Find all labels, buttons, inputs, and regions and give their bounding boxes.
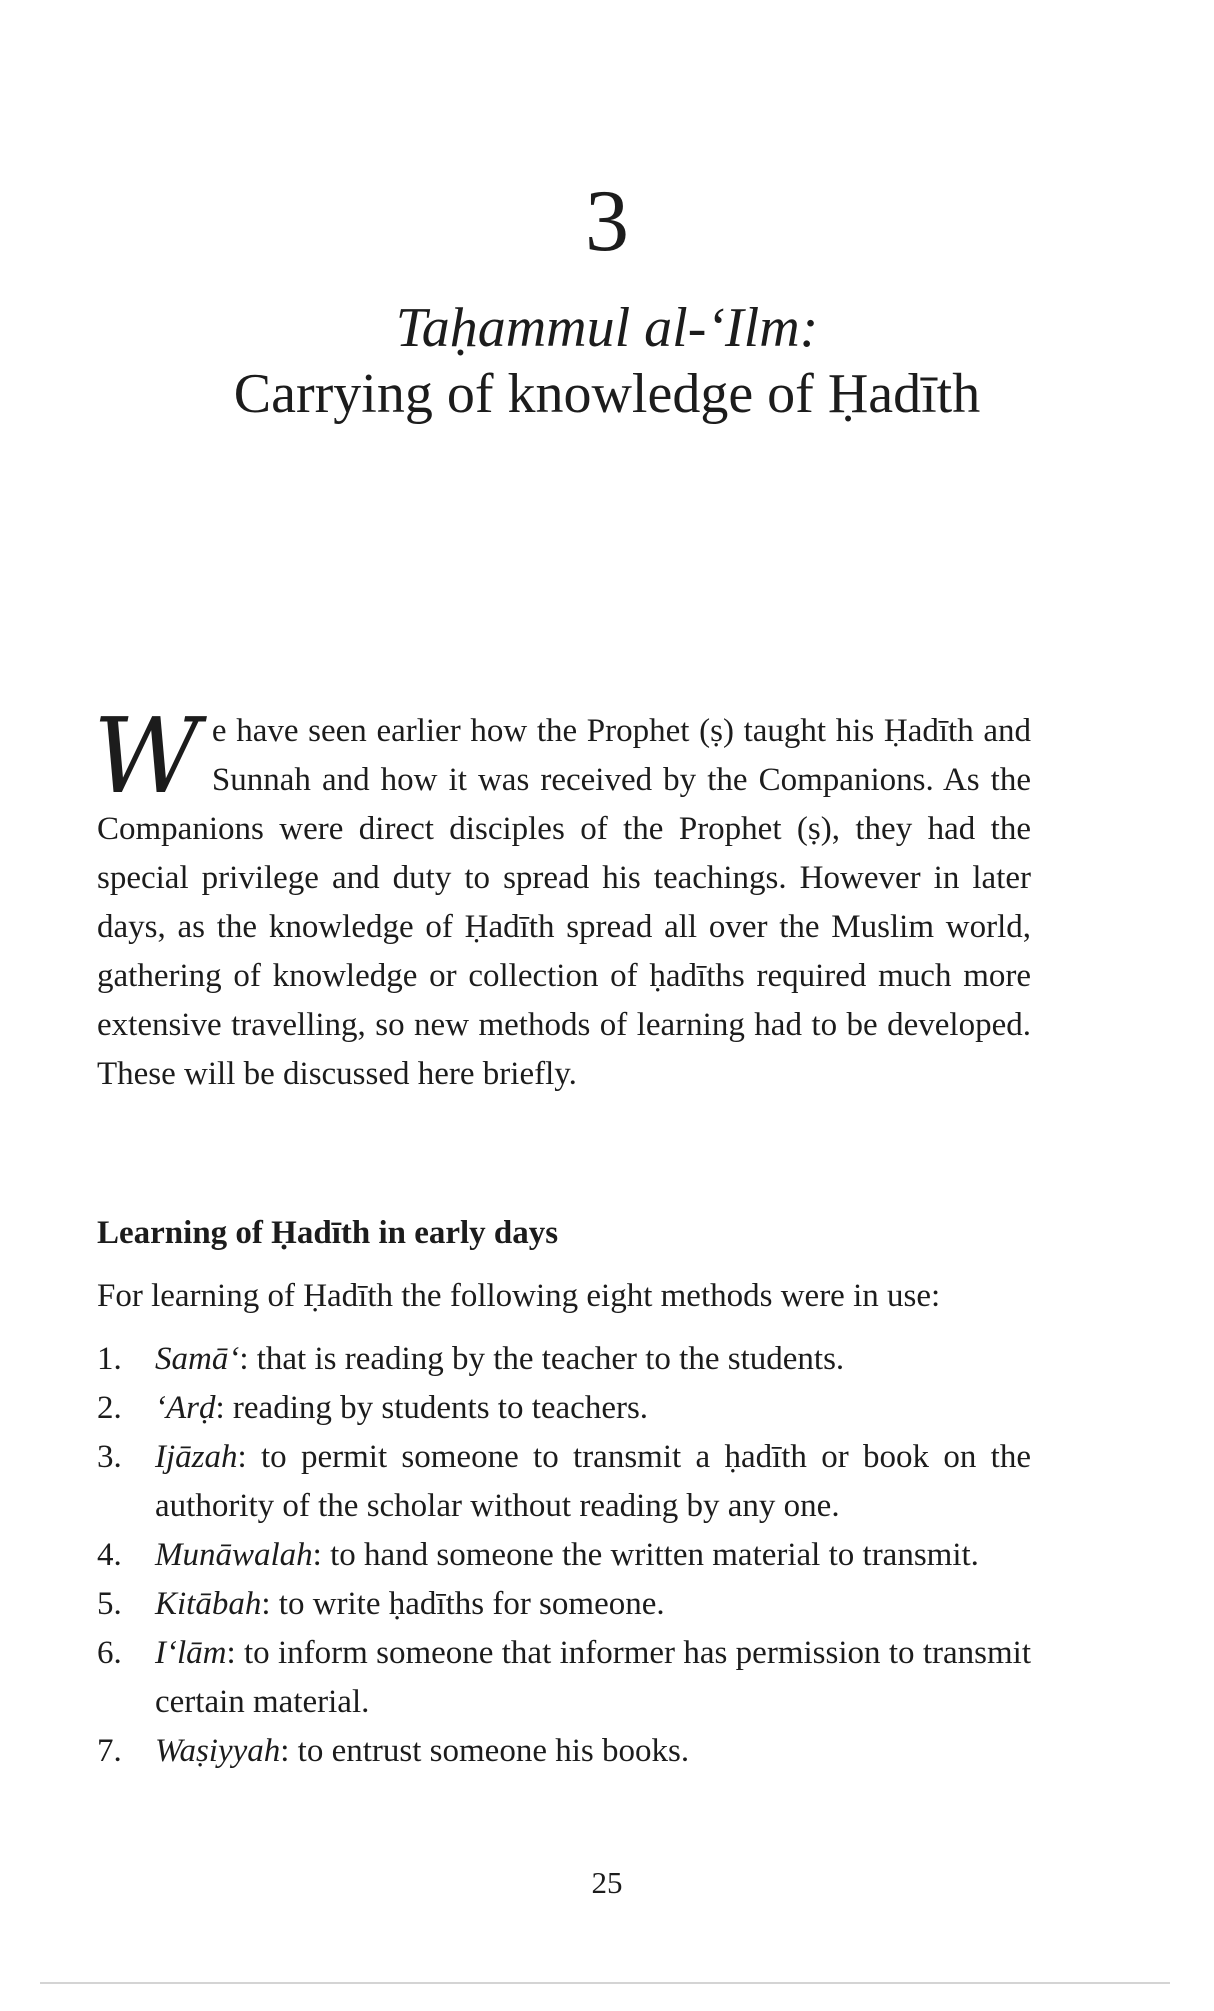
list-item-number: 3.	[97, 1439, 122, 1475]
list-item	[97, 1531, 1031, 1580]
list-item-number: 6.	[97, 1635, 122, 1671]
list-item-number: 7.	[97, 1733, 122, 1769]
chapter-title-transliteration: Taḥammul al-‘Ilm:	[395, 297, 819, 359]
list-item-number: 5.	[97, 1586, 122, 1622]
section-intro: For learning of Ḥadīth the following eight methods were in use:	[97, 1278, 941, 1314]
list-item	[97, 1384, 1031, 1433]
method-description: : to hand someone the written material to transmit.	[312, 1537, 979, 1573]
method-term: ‘Arḍ	[155, 1390, 216, 1426]
scan-edge-divider	[40, 1982, 1170, 1984]
methods-list	[97, 1335, 1031, 1776]
intro-text: e have seen earlier how the Prophet (ṣ) taught his Ḥadīth and Sunnah and how it was received by the Companions. As the Companions were direct disciples of the Prophet (ṣ), they had the special privilege and duty to spread his teachings. However in later days, as the knowledge of Ḥadīth spread all over the Muslim world, gathering of knowledge or collection of ḥadīths required much more extensive travelling, so new methods of learning had to be developed. These will be discussed here briefly.	[97, 713, 1031, 1092]
method-description: : reading by students to teachers.	[215, 1390, 649, 1426]
method-term: Munāwalah	[155, 1537, 313, 1573]
chapter-title: Carrying of knowledge of Ḥadīth	[233, 363, 981, 425]
list-item-number: 1.	[97, 1341, 122, 1377]
method-term: Waṣiyyah	[155, 1733, 281, 1769]
chapter-number: 3	[585, 173, 629, 270]
section-heading: Learning of Ḥadīth in early days	[97, 1215, 559, 1251]
drop-cap: W	[93, 695, 200, 817]
list-item-number: 2.	[97, 1390, 122, 1426]
page-number: 25	[591, 1865, 623, 1900]
method-description: : to inform someone that informer has permission to transmit certain material.	[155, 1635, 1031, 1720]
method-description: : that is reading by the teacher to the students.	[239, 1341, 845, 1377]
method-term: I‘lām	[155, 1635, 227, 1671]
method-term: Kitābah	[155, 1586, 262, 1622]
list-item	[97, 1335, 1031, 1384]
method-term: Samā‘	[155, 1341, 240, 1377]
method-description: : to entrust someone his books.	[280, 1733, 690, 1769]
list-item	[97, 1580, 1031, 1629]
method-term: Ijāzah	[155, 1439, 238, 1475]
list-item	[97, 1629, 1031, 1727]
intro-paragraph	[93, 695, 1031, 1099]
list-item-number: 4.	[97, 1537, 122, 1573]
method-description: : to permit someone to transmit a ḥadīth or book on the authority of the scholar without reading by any one.	[155, 1439, 1031, 1524]
list-item	[97, 1727, 1031, 1776]
method-description: : to write ḥadīths for someone.	[261, 1586, 665, 1622]
list-item	[97, 1433, 1031, 1531]
